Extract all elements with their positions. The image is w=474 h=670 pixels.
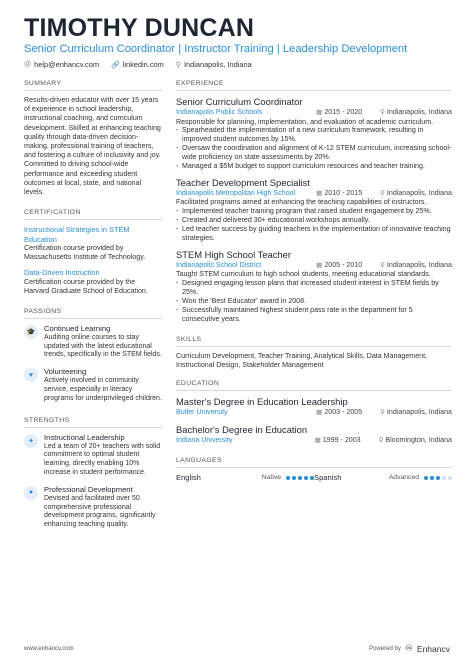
email-text: help@enhancv.com [34, 60, 99, 69]
email-contact[interactable] [24, 60, 99, 69]
job-bullet: - Implemented teacher training program that raised student engagement by 25%. [176, 207, 452, 216]
job-company: Indianapolis Metropolitan High School [176, 188, 296, 197]
left-column [24, 74, 162, 537]
proficiency-dot [304, 476, 308, 480]
page-footer [24, 643, 450, 654]
certification-desc: Certification course provided by the Harvard Graduate School of Education. [24, 277, 148, 295]
proficiency-dot [448, 476, 452, 480]
pin-icon: ⚲ [378, 436, 384, 444]
experience-entry [176, 96, 452, 171]
candidate-name: TIMOTHY DUNCAN [24, 14, 255, 42]
education-heading: EDUCATION [176, 374, 452, 391]
education-entry [176, 424, 452, 446]
calendar-icon: ▦ [316, 189, 323, 197]
job-location: Indianapolis, Indiana [386, 108, 452, 116]
location-text: Indianapolis, Indiana [183, 60, 252, 69]
strength-desc: Devised and facilitated over 50 comprehensive professional development programs, significantly enhancing teaching quality. [44, 494, 156, 529]
job-title: Teacher Development Specialist [176, 176, 310, 188]
skills-text: Curriculum Development, Teacher Training, Analytical Skills, Data Management, Instructional Design, Stakeholder Management [176, 351, 428, 370]
job-bullet: - Led teacher success by guiding teachers in the implementation of innovative teaching strategies. [176, 225, 452, 243]
passion-item [24, 324, 162, 360]
passions-heading: PASSIONS [24, 302, 162, 319]
footer-brand-name: Enhancv [416, 643, 450, 654]
passion-title: Volunteering [44, 367, 87, 377]
job-bullet: - Won the 'Best Educator' award in 2008. [176, 297, 452, 306]
proficiency-dot [442, 476, 446, 480]
job-bullet: - Oversaw the coordination and alignment of K-12 STEM curriculum, increasing school-wide proficiency on state assessments by 20%. [176, 144, 452, 162]
education-location: Bloomington, Indiana [385, 435, 452, 444]
languages-heading: LANGUAGES [176, 451, 452, 468]
pin-icon: ⚲ [175, 61, 181, 69]
proficiency-dot [298, 476, 302, 480]
strength-title: Instructional Leadership [44, 432, 125, 442]
pin-icon: ⚲ [380, 261, 385, 269]
linkedin-contact[interactable] [111, 60, 164, 69]
language-level: Advanced [388, 474, 419, 482]
certification-desc: Certification course provided by Massachusetts Institute of Technology. [24, 244, 146, 262]
job-bullet: - Spearheaded the implementation of a new curriculum framework, resulting in improved student outcomes by 15%. [176, 126, 452, 144]
job-description: Taught STEM curriculum to high school students, meeting educational standards. [176, 270, 431, 279]
passion-item [24, 367, 162, 403]
strength-title: Professional Development [44, 484, 133, 494]
job-title: STEM High School Teacher [176, 248, 291, 260]
proficiency-dot [430, 476, 434, 480]
certification-heading: CERTIFICATION [24, 203, 162, 220]
pin-icon: ⚲ [380, 189, 385, 197]
location-contact [176, 60, 252, 69]
puzzle-icon: ✦ [24, 434, 38, 448]
language-name: Spanish [314, 473, 342, 483]
language-item [314, 473, 452, 482]
job-dates: 2005 - 2010 [324, 260, 363, 269]
graduation-cap-icon: 🎓 [24, 325, 38, 339]
job-dates: 2010 - 2015 [324, 188, 363, 197]
degree-title: Bachelor's Degree in Education [176, 423, 308, 435]
job-bullet: - Managed a $5M budget to support curriculum resources and teacher training. [176, 162, 452, 171]
job-description: Responsible for planning, implementation, and evaluation of academic curriculum. [176, 117, 434, 126]
enhancv-logo-icon: ♾ [404, 643, 413, 653]
job-location: Indianapolis, Indiana [386, 188, 452, 197]
certification-title: Data-Driven Instruction [24, 268, 100, 278]
education-dates: 1999 - 2003 [322, 435, 361, 444]
strength-item [24, 433, 162, 478]
right-column [176, 74, 452, 482]
certification-title: Instructional Strategies in STEM Education [24, 225, 130, 244]
summary-heading: SUMMARY [24, 74, 162, 91]
pin-icon: ⚲ [380, 409, 385, 417]
passion-title: Continued Learning [44, 323, 111, 333]
job-company: Indianapolis School District [176, 260, 262, 269]
certification-item [24, 225, 162, 262]
passion-desc: Auditing online courses to stay updated with the latest educational trends, specifically in the STEM fields. [44, 333, 162, 359]
calendar-icon: ▦ [316, 261, 323, 269]
job-dates: 2015 - 2020 [324, 108, 363, 116]
proficiency-dot [424, 476, 428, 480]
link-icon: 🔗 [111, 61, 120, 69]
job-description: Facilitated programs aimed at enhancing the teaching capabilities of instructors. [176, 198, 427, 207]
linkedin-text: linkedin.com [122, 60, 164, 69]
at-icon: @ [24, 61, 32, 68]
job-title: Senior Curriculum Coordinator [176, 96, 303, 107]
education-location: Indianapolis, Indiana [386, 408, 452, 417]
skills-heading: SKILLS [176, 330, 452, 347]
strength-desc: Led a team of 20+ teachers with solid commitment to optimal student learning, directly enabling 10% increase in student performance. [44, 442, 161, 476]
job-bullet: - Successfully maintained highest student pass rate in the department for 5 consecutive years. [176, 306, 452, 324]
education-dates: 2003 - 2005 [324, 408, 363, 417]
calendar-icon: ▦ [314, 436, 321, 444]
experience-entry [176, 177, 452, 243]
heart-icon: ♥ [24, 368, 38, 382]
contact-bar [24, 60, 252, 69]
job-company: Indianapolis Public Schools [176, 108, 263, 116]
experience-entry [176, 249, 452, 324]
school-name: Indiana University [176, 435, 233, 444]
languages-list [176, 473, 452, 482]
school-name: Butler University [176, 408, 228, 417]
calendar-icon: ▦ [316, 109, 323, 116]
proficiency-dot [286, 476, 290, 480]
certification-item [24, 268, 162, 296]
strength-item [24, 485, 162, 530]
calendar-icon: ▦ [316, 409, 323, 417]
proficiency-dot [436, 476, 440, 480]
language-name: English [176, 473, 201, 483]
degree-title: Master's Degree in Education Leadership [176, 396, 348, 408]
pin-icon: ⚲ [380, 109, 385, 116]
job-location: Indianapolis, Indiana [386, 260, 452, 269]
job-bullet: - Created and delivered 30+ educational workshops annually. [176, 216, 452, 225]
summary-text: Results-driven educator with over 15 years of experience in school leadership, instructional coaching, and curriculum development. Skilled at enhancing teaching quality through data-driven decision-making, professional training of teachers, and fostering a culture of inclusivity and joy. Committed to driving school-wide performance and exceeding student outcomes at local, state, and national levels. [24, 96, 161, 197]
footer-site[interactable]: www.enhancv.com [24, 645, 74, 652]
strengths-heading: STRENGTHS [24, 411, 162, 428]
proficiency-dot [292, 476, 296, 480]
person-icon: ● [24, 486, 38, 500]
passion-desc: Actively involved in community service, especially in literacy programs for underprivileged children. [44, 377, 162, 402]
language-item [176, 473, 314, 482]
proficiency-dots [286, 476, 314, 480]
footer-powered: Powered by [369, 645, 401, 652]
footer-brand [369, 643, 450, 654]
candidate-title: Senior Curriculum Coordinator | Instructor Training | Leadership Development [24, 43, 408, 55]
job-bullet: - Designed engaging lesson plans that increased student interest in STEM fields by 25%. [176, 279, 452, 297]
proficiency-dots [424, 476, 452, 480]
language-level: Native [261, 474, 281, 482]
experience-heading: EXPERIENCE [176, 74, 452, 91]
education-entry [176, 396, 452, 418]
